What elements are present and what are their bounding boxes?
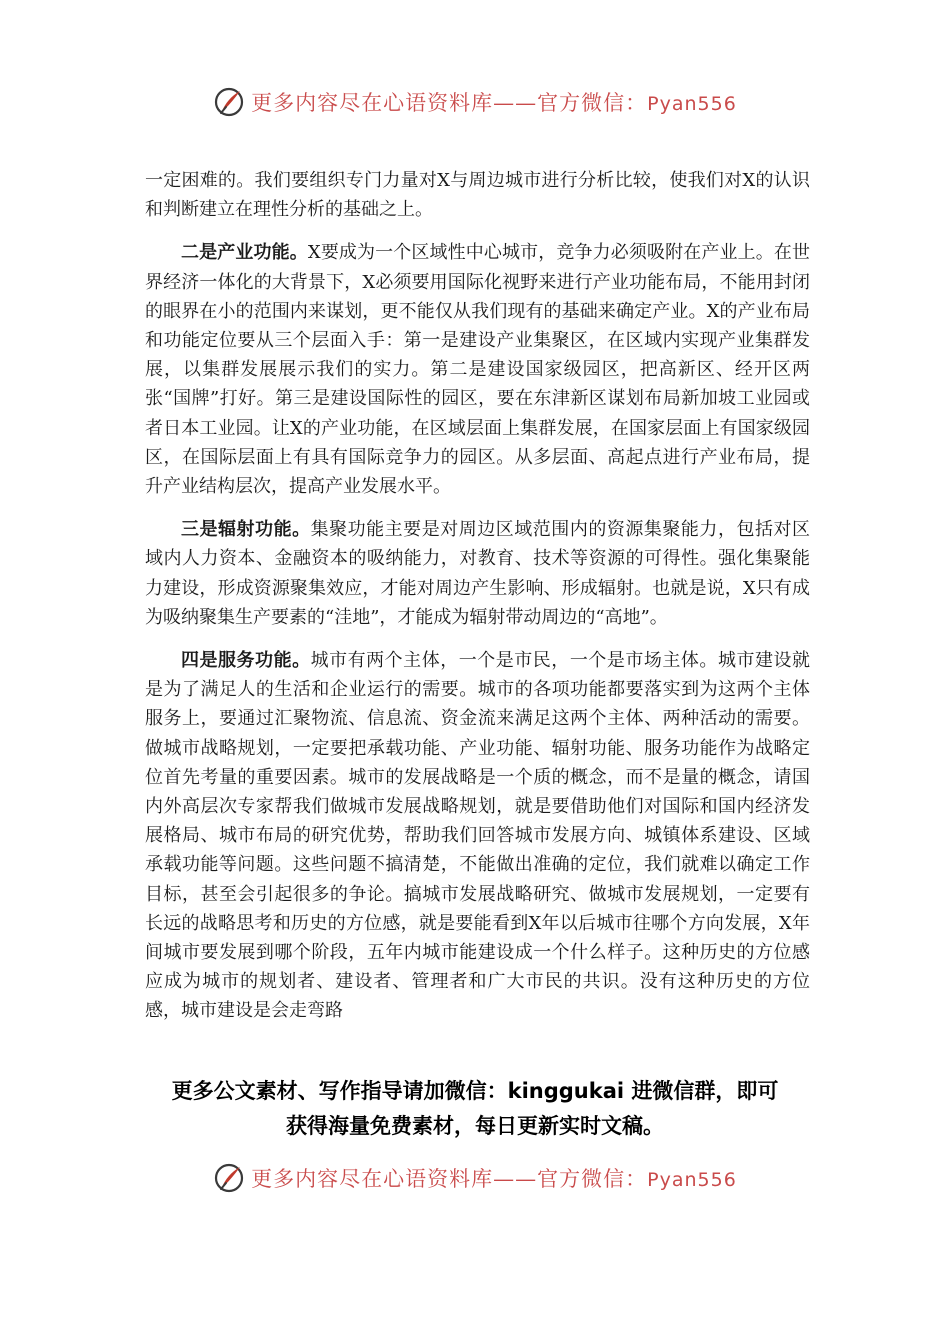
paragraph-heading: 三是辐射功能。	[181, 519, 311, 541]
promo-notice	[120, 1074, 830, 1144]
paragraph-industry-function: 二是产业功能。X要成为一个区域性中心城市，竞争力必须吸附在产业上。在世界经济一体化的大背景下，X必须要用国际化视野来进行产业功能布局，不能用封闭的眼界在小的范围内来谋划，更不能仅从我们现有的基础来确定产业。X的产业布局和功能定位要从三个层面入手：第一是建设产业集聚区，在区域内实现产业集群发展，以集群发展展示我们的实力。第二是建设国家级园区，把高新区、经开区两张“国牌”打好。第三是建设国际性的园区，要在东津新区谋划布局新加坡工业园或者日本工业园。让X的产业功能，在区域层面上集群发展，在国家层面上有国家级园区，在国际层面上有具有国际竞争力的园区。从多层面、高起点进行产业布局，提升产业结构层次，提高产业发展水平。	[145, 242, 811, 498]
header-banner	[0, 82, 950, 122]
promo-line-2: 获得海量免费素材，每日更新实时文稿。	[286, 1114, 664, 1138]
paragraph-service-function: 四是服务功能。城市有两个主体，一个是市民，一个是市场主体。城市建设就是为了满足人的生活和企业运行的需要。城市的各项功能都要落实到为这两个主体服务上，要通过汇聚物流、信息流、资金流来满足这两个主体、两种活动的需要。做城市战略规划，一定要把承载功能、产业功能、辐射功能、服务功能作为战略定位首先考量的重要因素。城市的发展战略是一个质的概念，而不是量的概念，请国内外高层次专家帮我们做城市发展战略规划，就是要借助他们对国际和国内经济发展格局、城市布局的研究优势，帮助我们回答城市发展方向、城镇体系建设、区域承载功能等问题。这些问题不搞清楚，不能做出准确的定位，我们就难以确定工作目标，甚至会引起很多的争论。搞城市发展战略研究、做城市发展规划，一定要有长远的战略思考和历史的方位感，就是要能看到X年以后城市往哪个方向发展，X年间城市要发展到哪个阶段，五年内城市能建设成一个什么样子。这种历史的方位感应成为城市的规划者、建设者、管理者和广大市民的共识。没有这种历史的方位感，城市建设是会走弯路	[145, 650, 811, 1022]
document-body	[145, 166, 810, 1040]
banner-text: 更多内容尽在心语资料库——官方微信：Pyan556	[251, 1167, 737, 1191]
paragraph-radiation-function: 三是辐射功能。集聚功能主要是对周边区域范围内的资源集聚能力，包括对区域内人力资本、金融资本的吸纳能力，对教育、技术等资源的可得性。强化集聚能力建设，形成资源聚集效应，才能对周边产生影响、形成辐射。也就是说，X只有成为吸纳聚集生产要素的“洼地”，才能成为辐射带动周边的“高地”。	[145, 519, 811, 628]
promo-line-1: 更多公文素材、写作指导请加微信：kinggukai 进微信群，即可	[171, 1079, 779, 1103]
paragraph-heading: 四是服务功能。	[181, 650, 311, 672]
footer-banner	[0, 1158, 950, 1198]
paragraph-continuation: 一定困难的。我们要组织专门力量对X与周边城市进行分析比较，使我们对X的认识和判断建立在理性分析的基础之上。	[145, 170, 810, 221]
banner-text: 更多内容尽在心语资料库——官方微信：Pyan556	[251, 91, 737, 115]
quill-logo-icon	[213, 86, 245, 118]
wechat-id: Pyan556	[647, 93, 737, 115]
quill-logo-icon	[213, 1162, 245, 1194]
paragraph-heading: 二是产业功能。	[181, 242, 308, 264]
wechat-id: Pyan556	[647, 1169, 737, 1191]
